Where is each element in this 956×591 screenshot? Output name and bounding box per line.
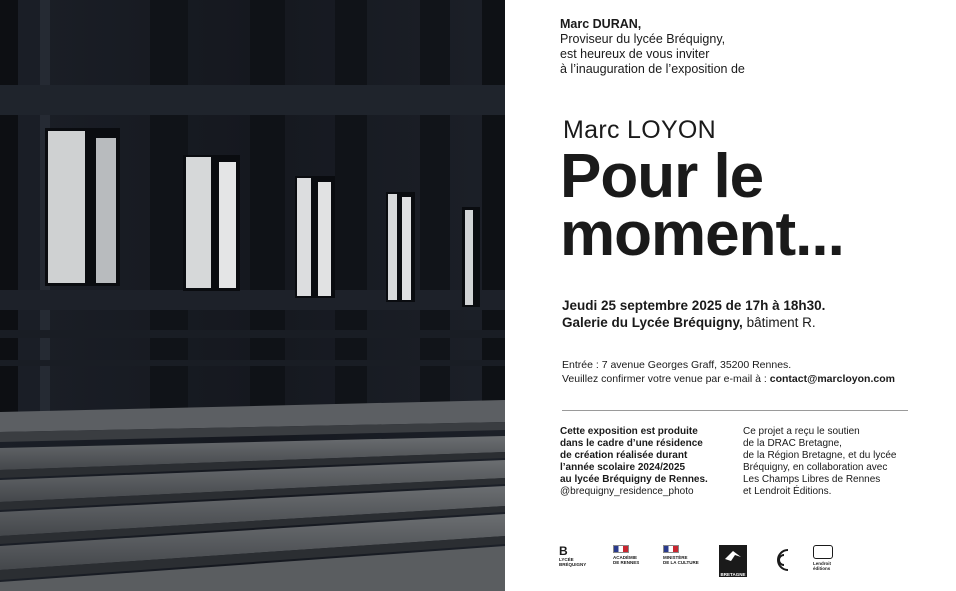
residence-note: [560, 426, 745, 498]
event-venue: Galerie du Lycée Bréquigny,: [562, 315, 743, 330]
ministere-culture-logo: MINISTÈRE DE LA CULTURE: [663, 545, 707, 577]
academie-rennes-logo: ACADÉMIE DE RENNES: [613, 545, 651, 577]
artist-name: Marc LOYON: [563, 116, 717, 144]
event-date-time: Jeudi 25 septembre 2025 de 17h à 18h30.: [562, 298, 826, 313]
host-line: Proviseur du lycée Bréquigny,: [560, 32, 726, 46]
host-line: est heureux de vous inviter: [560, 47, 710, 61]
support-line: Ce projet a reçu le soutien: [743, 426, 860, 437]
support-note: [743, 426, 933, 498]
residence-line: l’année scolaire 2024/2025: [560, 462, 686, 473]
contact-email[interactable]: contact@marcloyon.com: [769, 372, 895, 385]
champs-libres-logo: [772, 545, 794, 577]
event-details: [562, 297, 825, 331]
host-name: Marc DURAN,: [560, 17, 642, 31]
address: Entrée : 7 avenue Georges Graff, 35200 Rennes.: [562, 359, 792, 371]
ermine-icon: [719, 545, 747, 567]
region-bretagne-logo: BRETAGNE: [719, 545, 747, 577]
title-line: Pour le: [560, 142, 764, 211]
support-line: Les Champs Libres de Rennes: [743, 474, 881, 485]
lycee-brequigny-logo: B LYCÉE BRÉQUIGNY: [559, 544, 587, 567]
invitation-panel: [505, 0, 956, 591]
partner-logos: [557, 545, 847, 577]
title-line: moment...: [560, 200, 844, 269]
support-line: et Lendroit Éditions.: [743, 486, 832, 497]
event-building: bâtiment R.: [742, 315, 816, 330]
residence-line: Cette exposition est produite: [560, 426, 698, 437]
host-block: [560, 17, 745, 77]
residence-line: de création réalisée durant: [560, 450, 688, 461]
residence-line: dans le cadre d’une résidence: [560, 438, 703, 449]
host-line: à l’inauguration de l’exposition de: [560, 62, 745, 76]
rsvp-text: Veuillez confirmer votre venue par e-mail à :: [562, 372, 770, 385]
lendroit-editions-logo: Lendroit éditions: [813, 545, 845, 577]
support-line: de la DRAC Bretagne,: [743, 438, 842, 449]
instagram-handle[interactable]: @brequigny_residence_photo: [560, 486, 694, 497]
exhibition-title: [560, 142, 844, 269]
divider: [562, 410, 908, 411]
residence-line: au lycée Bréquigny de Rennes.: [560, 474, 708, 485]
support-line: de la Région Bretagne, et du lycée: [743, 450, 897, 461]
support-line: Bréquigny, en collaboration avec: [743, 462, 888, 473]
practical-info: [562, 359, 895, 386]
